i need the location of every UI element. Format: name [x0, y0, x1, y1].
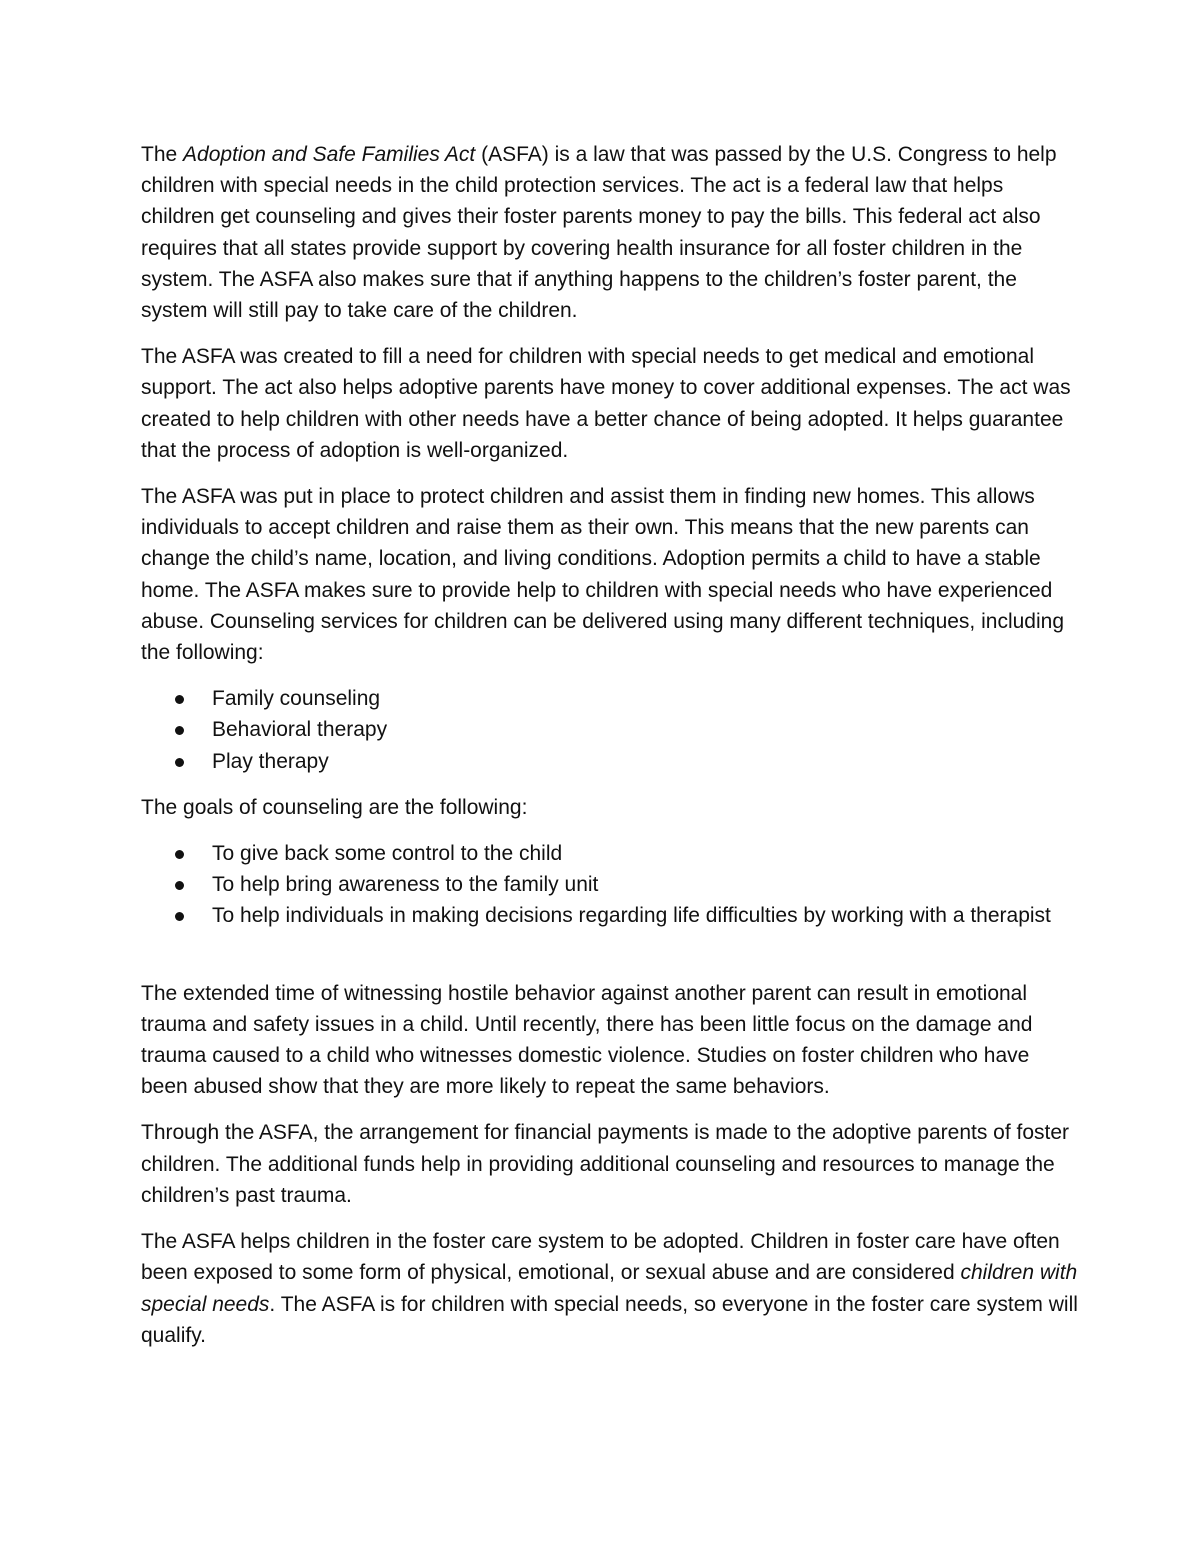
techniques-list	[141, 683, 1081, 777]
paragraph-asfa-protection: The ASFA was put in place to protect children and assist them in finding new homes. This allows individuals to accept children and raise them as their own. This means that the new parents can change the child’s name, location, and living conditions. Adoption permits a child to have a stable home. The ASFA makes sure to provide help to children with special needs who have experienced abuse. Counseling services for children can be delivered using many different techniques, including the following:	[141, 485, 1064, 665]
list-item: Play therapy	[141, 746, 1081, 777]
bullet-icon	[175, 758, 184, 767]
paragraph-special-needs-lead: The ASFA helps children in the foster care system to be adopted. Children in foster care have often been exposed to some form of physical, emotional, or sexual abuse and are considered	[141, 1230, 1060, 1285]
act-name-italic: Adoption and Safe Families Act	[183, 143, 476, 166]
special-needs-term-italic: children with special needs	[141, 1261, 1078, 1316]
paragraph-trauma: The extended time of witnessing hostile behavior against another parent can result in emotional trauma and safety issues in a child. Until recently, there has been little focus on the damage and trauma caused to a child who witnesses domestic violence. Studies on foster children who have been abused show that they are more likely to repeat the same behaviors.	[141, 981, 1033, 1099]
paragraph-asfa-intro-lead: The	[141, 143, 184, 166]
paragraph-asfa-intro-rest: (ASFA) is a law that was passed by the U.S. Congress to help children with special needs in the child protection services. The act is a federal law that helps children get counseling and gives their foster parents money to pay the bills. This federal act also requires that all states provide support by covering health insurance for all foster children in the system. The ASFA also makes sure that if anything happens to the children’s foster parent, the system will still pay to take care of the children.	[141, 143, 1057, 323]
goals-list	[141, 838, 1081, 932]
list-item: To give back some control to the child	[141, 838, 1081, 869]
blank-line	[141, 947, 1081, 978]
list-item: Family counseling	[141, 683, 1081, 714]
paragraph-financial: Through the ASFA, the arrangement for financial payments is made to the adoptive parents of foster children. The additional funds help in providing additional counseling and resources to manage the children’s past trauma.	[141, 1121, 1070, 1207]
bullet-icon	[175, 881, 184, 890]
list-item: To help individuals in making decisions regarding life difficulties by working with a therapist	[141, 900, 1081, 931]
list-item: Behavioral therapy	[141, 714, 1081, 745]
document-body	[141, 139, 1081, 1366]
paragraph-special-needs	[141, 1226, 1081, 1351]
paragraph-goals-heading: The goals of counseling are the following:	[141, 795, 528, 819]
bullet-icon	[175, 726, 184, 735]
paragraph-asfa-intro	[141, 139, 1081, 326]
paragraph-asfa-purpose: The ASFA was created to fill a need for children with special needs to get medical and emotional support. The act also helps adoptive parents have money to cover additional expenses. The act was created to help children with other needs have a better chance of being adopted. It helps guarantee that the process of adoption is well-organized.	[141, 345, 1071, 462]
paragraph-special-needs-rest: . The ASFA is for children with special needs, so everyone in the foster care system will qualify.	[141, 1292, 1078, 1347]
bullet-icon	[175, 850, 184, 859]
bullet-icon	[175, 695, 184, 704]
list-item: To help bring awareness to the family unit	[141, 869, 1081, 900]
bullet-icon	[175, 912, 184, 921]
